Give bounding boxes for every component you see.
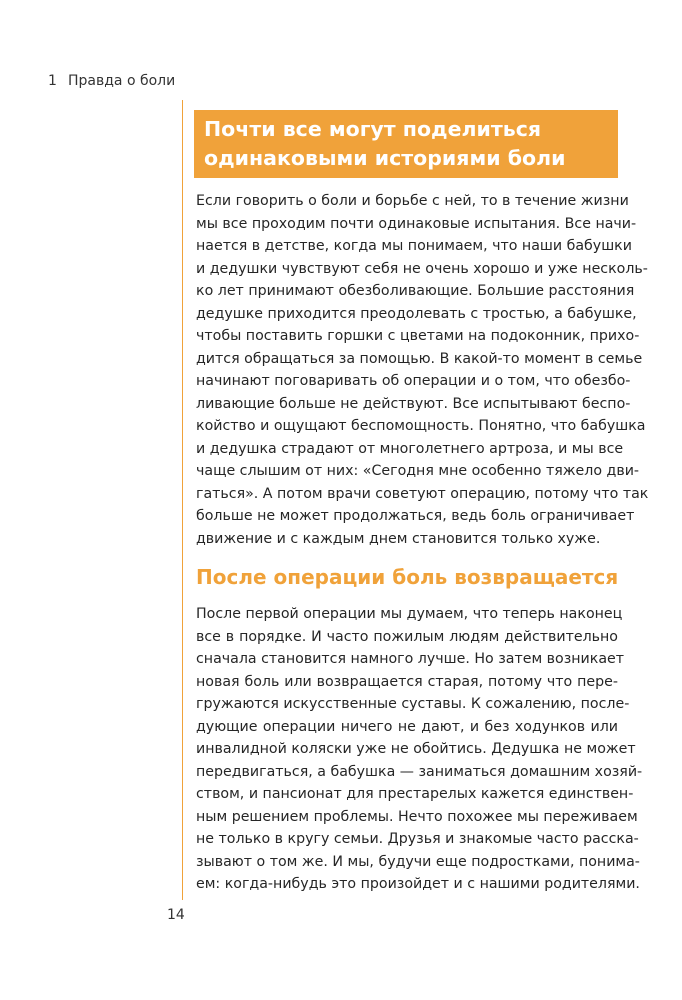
section-title-line: одинаковыми историями боли <box>204 146 566 170</box>
text-line: После первой операции мы думаем, что теперь наконец <box>196 606 623 622</box>
text-line: новая боль или возвращается старая, потому что пере- <box>196 673 618 690</box>
text-line: сначала становится намного лучше. Но затем возникает <box>196 651 625 667</box>
text-line: ливающие больше не действуют. Все испытывают беспо- <box>196 395 631 412</box>
text-line: гаться». А потом врачи советуют операцию, потому что так <box>196 485 649 502</box>
text-line: Если говорить о боли и борьбе с ней, то в течение жизни <box>196 193 629 209</box>
text-line: передвигаться, а бабушка — заниматься домашним хозяй- <box>196 763 643 780</box>
text-line: койство и ощущают беспомощность. Понятно, что бабушка <box>196 418 646 434</box>
section-title-line: Почти все могут поделиться <box>204 117 542 141</box>
text-line: инвалидной коляски уже не обойтись. Дедушка не может <box>196 741 636 757</box>
text-line: больше не может продолжаться, ведь боль ограничивает <box>196 508 635 524</box>
text-line: движение и с каждым днем становится только хуже. <box>196 530 601 547</box>
text-line: нается в детстве, когда мы понимаем, что наши бабушки <box>196 238 632 254</box>
section2-heading: После операции боль возвращается <box>196 565 619 589</box>
text-line: ством, и пансионат для престарелых кажется единствен- <box>196 786 634 802</box>
section1-paragraph <box>196 190 649 550</box>
text-line: дится обращаться за помощью. В какой-то момент в семье <box>196 350 643 367</box>
text-line: чтобы поставить горшки с цветами на подоконник, прихо- <box>196 328 640 344</box>
chapter-number: 1 <box>48 73 57 89</box>
text-line: гружаются искусственные суставы. К сожалению, после- <box>196 696 630 712</box>
text-line: ко лет принимают обезболивающие. Большие расстояния <box>196 283 635 299</box>
margin-rule <box>182 100 183 900</box>
text-line: дедушке приходится преодолевать с тростью, а бабушке, <box>196 305 637 322</box>
text-line: все в порядке. И часто пожилым людям действительно <box>196 628 618 645</box>
text-line: мы все проходим почти одинаковые испытания. Все начи- <box>196 215 637 232</box>
text-line: и дедушки чувствуют себя не очень хорошо и уже несколь- <box>196 260 648 277</box>
section2-paragraph <box>196 603 643 896</box>
text-line: начинают поговаривать об операции и о том, что обезбо- <box>196 373 631 389</box>
running-head <box>48 73 175 89</box>
text-line: не только в кругу семьи. Друзья и знакомые часто расска- <box>196 831 639 847</box>
text-line: ем: когда-нибудь это произойдет и с нашими родителями. <box>196 876 640 892</box>
text-line: зывают о том же. И мы, будучи еще подростками, понима- <box>196 853 640 870</box>
page-number: 14 <box>167 907 185 923</box>
text-line: чаще слышим от них: «Сегодня мне особенно тяжело дви- <box>196 463 640 479</box>
text-line: ным решением проблемы. Нечто похожее мы переживаем <box>196 808 638 825</box>
text-line: дующие операции ничего не дают, и без ходунков или <box>196 718 618 735</box>
chapter-title: Правда о боли <box>68 73 176 89</box>
text-line: и дедушка страдают от многолетнего артроза, и мы все <box>196 440 624 457</box>
section-title-box <box>194 110 618 178</box>
